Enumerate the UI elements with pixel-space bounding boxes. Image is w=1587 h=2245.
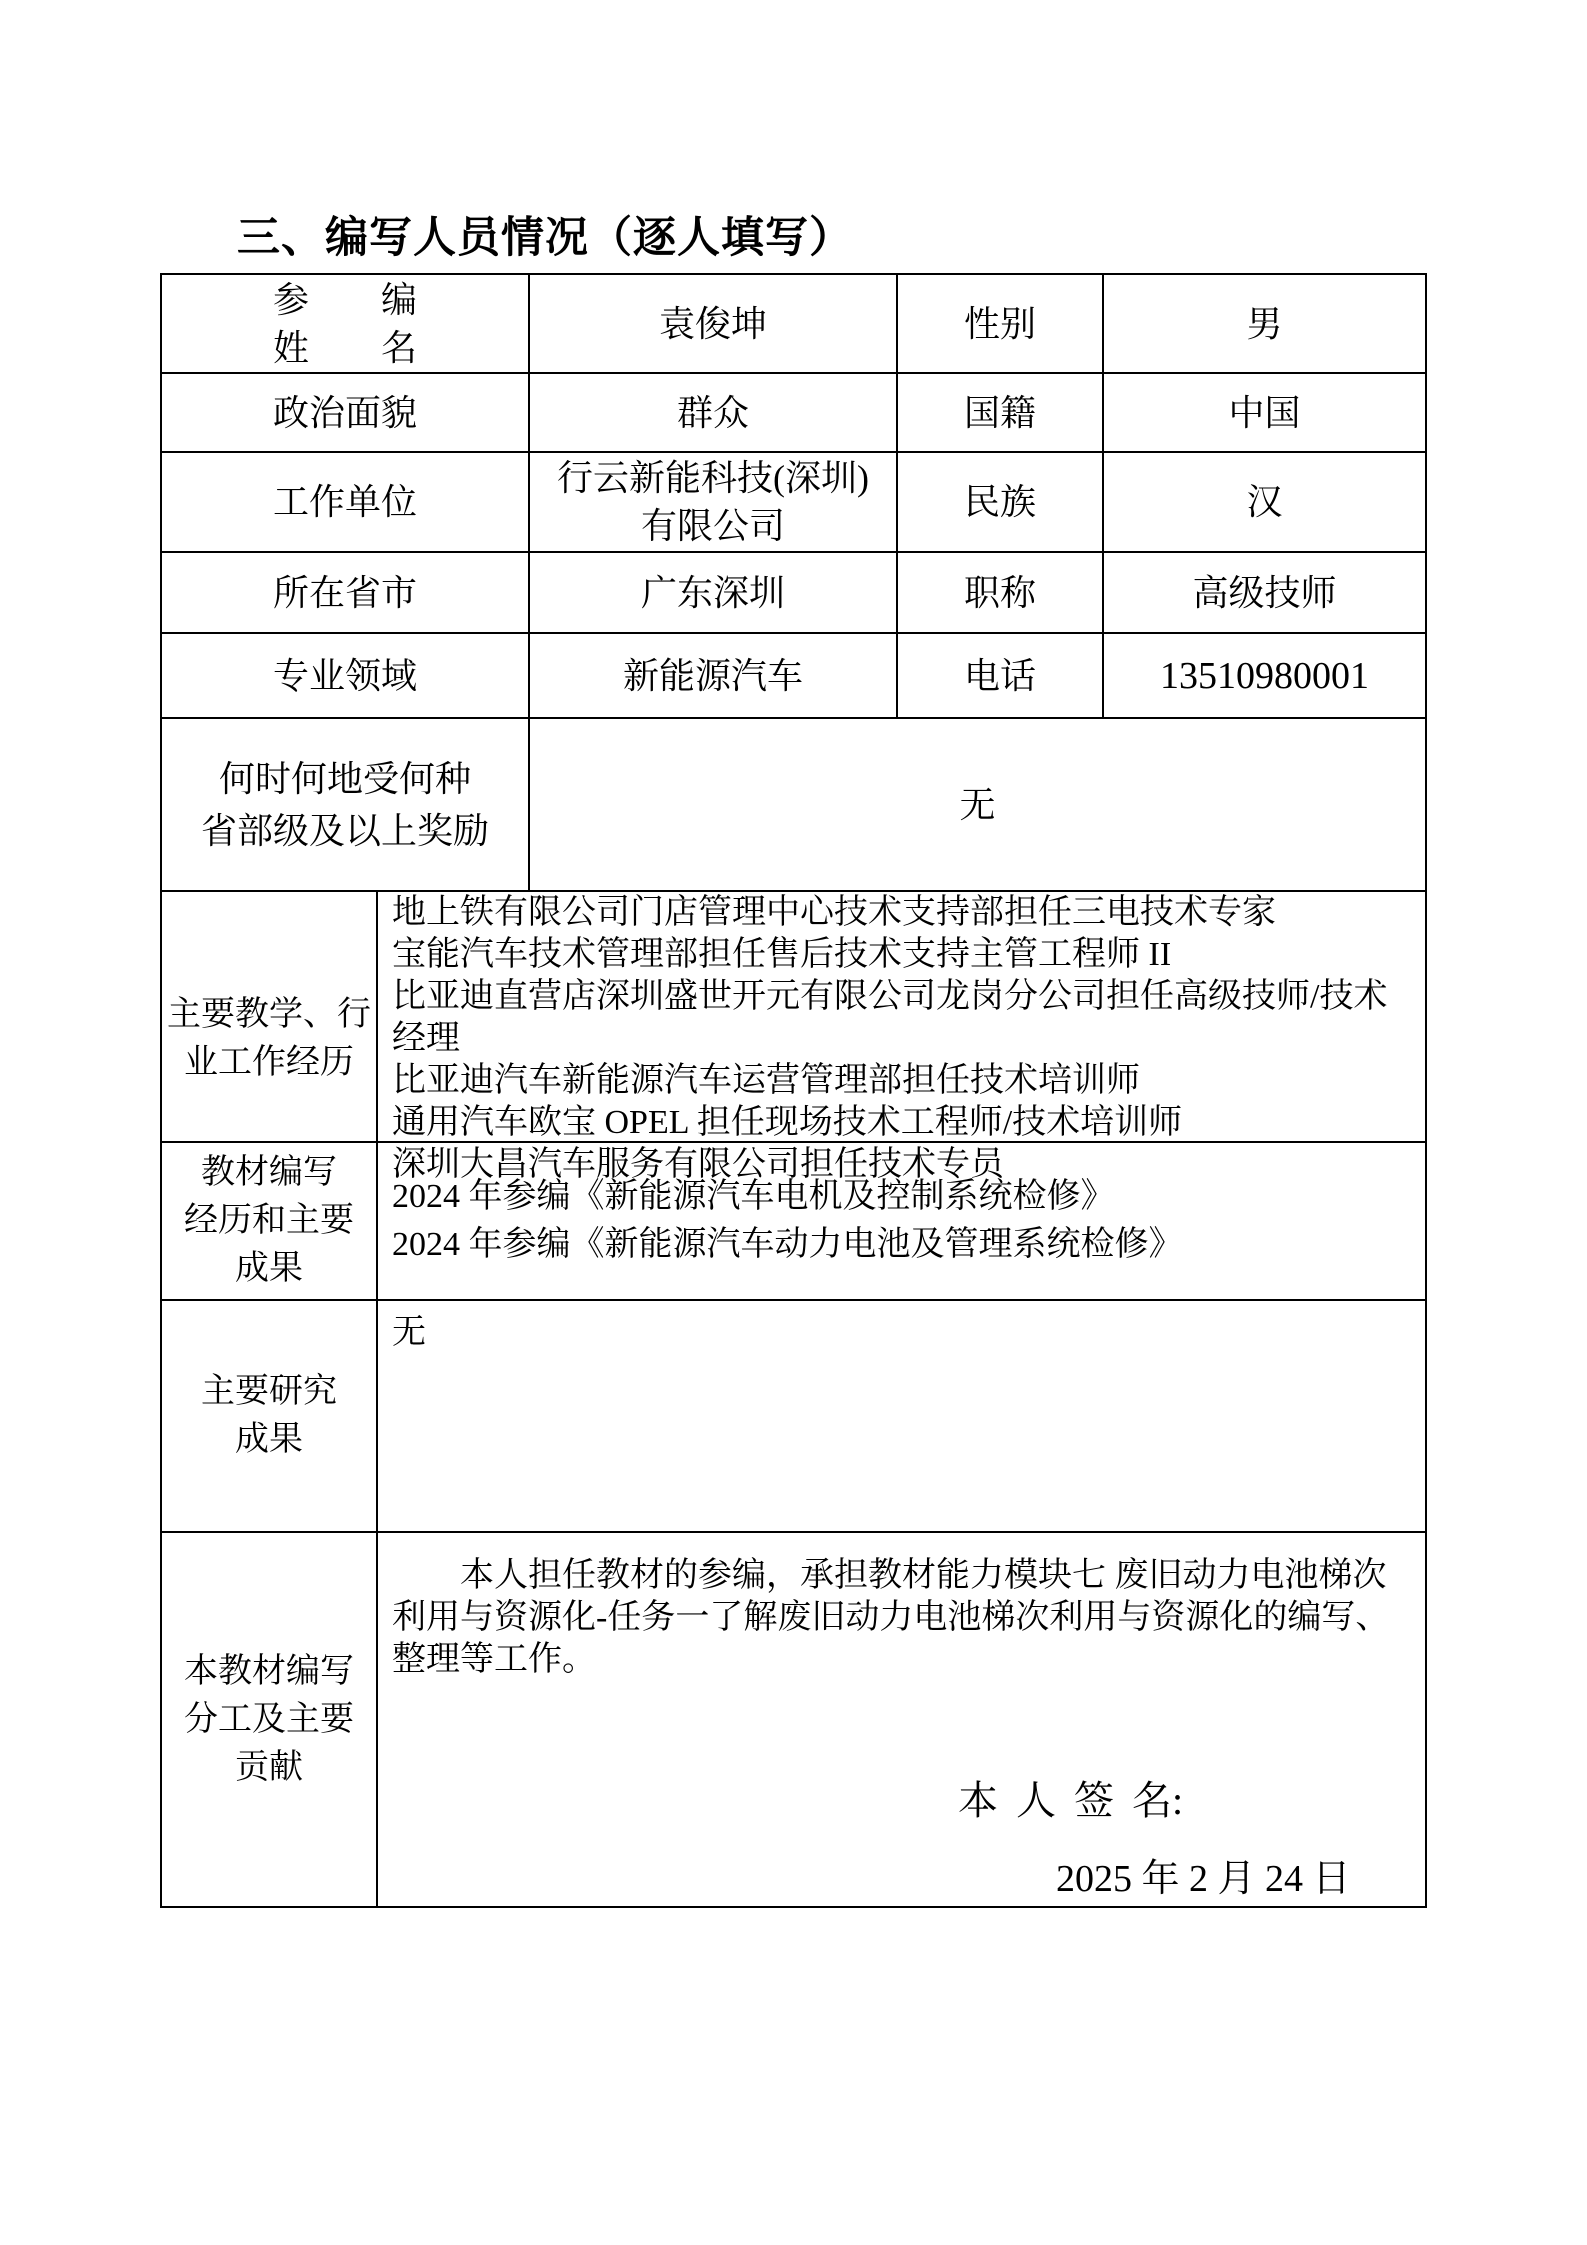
name-label-line2: 姓 名 <box>272 327 417 368</box>
name-label-line1: 参 编 <box>272 279 417 320</box>
phone-label: 电话 <box>898 634 1104 717</box>
ethnicity-label: 民族 <box>898 453 1104 551</box>
name-label-cell <box>162 275 530 372</box>
experience-content-cell <box>378 892 1425 1186</box>
table-row-political-nationality <box>162 374 1425 453</box>
awards-label-cell <box>162 719 530 890</box>
personnel-table <box>160 273 1427 1908</box>
table-row-field-phone <box>162 634 1425 719</box>
experience-label-cell <box>162 892 378 1186</box>
experience-line: 比亚迪直营店深圳盛世开元有限公司龙岗分公司担任高级技师/技术经理 <box>392 978 1388 1057</box>
table-row-awards <box>162 719 1425 892</box>
name-value: 袁俊坤 <box>530 275 898 372</box>
textbook-history-label-line2: 经历和主要 <box>184 1202 354 1239</box>
contribution-label-cell <box>162 1533 378 1906</box>
ethnicity-value: 汉 <box>1246 482 1283 522</box>
contribution-content-cell <box>378 1533 1425 1906</box>
signature-label: 本 人 签 名: <box>958 1778 1184 1823</box>
phone-value: 13510980001 <box>1160 654 1369 697</box>
awards-value: 无 <box>959 784 996 825</box>
table-row-contribution <box>162 1533 1425 1906</box>
employer-value-line2: 有限公司 <box>640 506 785 546</box>
table-row-research <box>162 1301 1425 1533</box>
experience-line: 比亚迪汽车新能源汽车运营管理部担任技术培训师 <box>392 1062 1140 1099</box>
textbook-history-line: 2024 年参编《新能源汽车动力电池及管理系统检修》 <box>392 1226 1183 1263</box>
political-value: 群众 <box>530 374 898 451</box>
gender-label: 性别 <box>898 275 1104 372</box>
table-row-name-gender <box>162 275 1425 374</box>
contribution-label-line3: 贡献 <box>235 1748 303 1786</box>
field-value: 新能源汽车 <box>530 634 898 717</box>
signature-date: 2025 年 2 月 24 日 <box>1056 1858 1351 1900</box>
research-value: 无 <box>392 1314 426 1351</box>
document-title: 三、编写人员情况（逐人填写） <box>237 214 853 262</box>
textbook-history-line: 2024 年参编《新能源汽车电机及控制系统检修》 <box>392 1178 1115 1215</box>
experience-line: 深圳大昌汽车服务有限公司担任技术专员 <box>392 1146 1004 1183</box>
experience-line: 通用汽车欧宝 OPEL 担任现场技术工程师/技术培训师 <box>392 1104 1183 1141</box>
experience-line: 地上铁有限公司门店管理中心技术支持部担任三电技术专家 <box>392 894 1276 931</box>
nationality-label: 国籍 <box>898 374 1104 451</box>
textbook-history-content-cell <box>378 1143 1425 1299</box>
province-value: 广东深圳 <box>530 553 898 632</box>
textbook-history-label-line1: 教材编写 <box>201 1154 337 1191</box>
employer-label: 工作单位 <box>162 453 530 551</box>
title-label: 职称 <box>898 553 1104 632</box>
employer-value-line1: 行云新能科技(深圳) <box>557 458 869 498</box>
research-label-cell <box>162 1301 378 1531</box>
nationality-value: 中国 <box>1228 392 1301 433</box>
research-label-line1: 主要研究 <box>201 1373 337 1410</box>
political-label: 政治面貌 <box>162 374 530 451</box>
table-row-textbook-history <box>162 1143 1425 1301</box>
awards-label-line1: 何时何地受何种 <box>218 758 471 799</box>
contribution-paragraph: 本人担任教材的参编，承担教材能力模块七 废旧动力电池梯次利用与资源化-任务一了解废旧动力电池梯次利用与资源化的编写、整理等工作。 <box>392 1557 1390 1678</box>
textbook-history-label-cell <box>162 1143 378 1299</box>
contribution-label-line2: 分工及主要 <box>184 1700 354 1738</box>
experience-label-line1: 主要教学、行 <box>167 996 371 1033</box>
gender-value: 男 <box>1246 303 1283 344</box>
experience-label-line2: 业工作经历 <box>184 1044 354 1081</box>
research-label-line2: 成果 <box>235 1421 303 1458</box>
research-content-cell <box>378 1301 1425 1531</box>
contribution-label-line1: 本教材编写 <box>184 1652 354 1690</box>
field-label: 专业领域 <box>162 634 530 717</box>
experience-line: 宝能汽车技术管理部担任售后技术支持主管工程师 II <box>392 936 1172 973</box>
textbook-history-label-line3: 成果 <box>235 1250 303 1287</box>
title-value: 高级技师 <box>1192 572 1337 613</box>
employer-value <box>530 453 898 551</box>
province-label: 所在省市 <box>162 553 530 632</box>
table-row-province-title <box>162 553 1425 634</box>
table-row-employer-ethnicity <box>162 453 1425 553</box>
awards-label-line2: 省部级及以上奖励 <box>200 810 489 851</box>
